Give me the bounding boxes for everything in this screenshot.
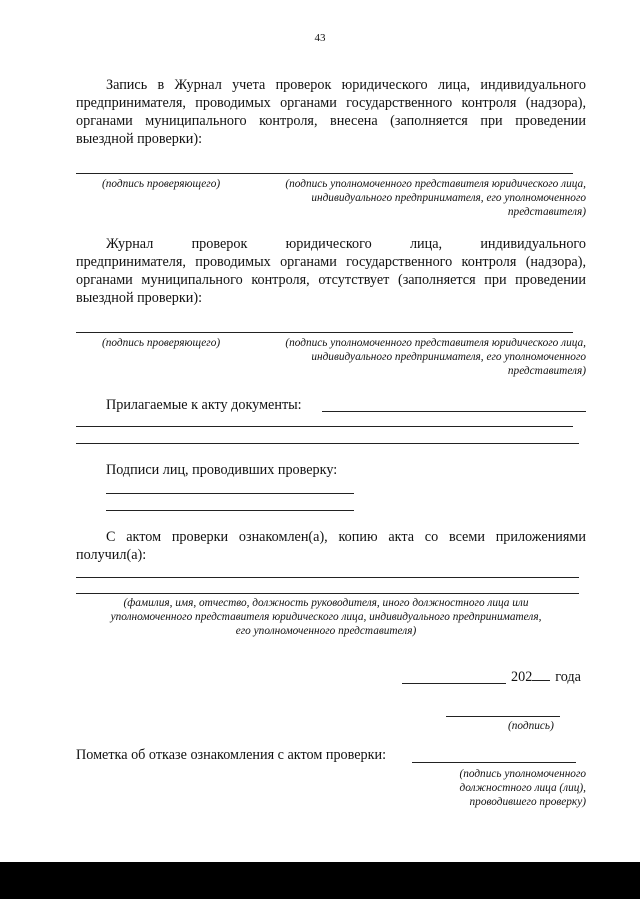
year-suffix: года xyxy=(555,669,581,685)
inspector-signature-line[interactable] xyxy=(106,493,354,494)
year-blank[interactable] xyxy=(532,667,550,681)
year-prefix: 202 xyxy=(511,669,533,685)
refusal-signature-line[interactable] xyxy=(412,762,576,763)
attached-documents-line[interactable] xyxy=(76,426,573,427)
signature-line-journal-entry xyxy=(76,173,573,174)
signature-line-journal-absent xyxy=(76,332,573,333)
journal-entry-paragraph: Запись в Журнал учета проверок юридического лица, индивидуального предпринимателя, проводимых органами государственного контроля (надзора), органами муниципального контроля, внесена (заполняется при проведении выездной проверки): xyxy=(76,77,586,147)
word: проверок xyxy=(191,236,248,252)
year-text xyxy=(511,667,581,686)
journal-absent-paragraph: предпринимателя, проводимых органами государственного контроля (надзора), органами муниципального контроля, отсутствует (заполняется при проведении выездной проверки): xyxy=(76,254,586,306)
acquainted-paragraph: С актом проверки ознакомлен(а), копию акта со всеми приложениями получил(а): xyxy=(76,529,586,563)
word: индивидуального xyxy=(480,236,586,252)
inspector-signature-line[interactable] xyxy=(106,510,354,511)
journal-absent-first-line xyxy=(76,235,586,253)
attached-documents-line[interactable] xyxy=(322,411,586,412)
refusal-caption: (подпись уполномоченного должностного лица (лиц), проводившего проверку) xyxy=(459,768,586,808)
acquainted-name-line[interactable] xyxy=(76,593,579,594)
attached-documents-label: Прилагаемые к акту документы: xyxy=(106,397,302,413)
word: лица, xyxy=(409,236,443,252)
representative-signature-caption: (подпись уполномоченного представителя юридического лица, индивидуального предпринимателя, его уполномоченного представителя) xyxy=(285,337,586,377)
acquainted-caption: (фамилия, имя, отчество, должность руководителя, иного должностного лица или уполномоченного представителя юридического лица, индивидуального предпринимателя, его уполномоченного представителя) xyxy=(110,597,542,637)
date-line[interactable] xyxy=(402,683,506,684)
inspector-signatures-label: Подписи лиц, проводивших проверку: xyxy=(106,462,338,478)
attached-documents-line[interactable] xyxy=(76,443,579,444)
scan-bottom-border xyxy=(0,862,640,899)
inspector-signature-caption: (подпись проверяющего) xyxy=(102,337,221,349)
signature-caption: (подпись) xyxy=(508,720,554,732)
representative-signature-caption: (подпись уполномоченного представителя юридического лица, индивидуального предпринимателя, его уполномоченного представителя) xyxy=(285,178,586,218)
signature-line[interactable] xyxy=(446,716,560,717)
page-number: 43 xyxy=(314,32,326,44)
inspector-signature-caption: (подпись проверяющего) xyxy=(102,178,221,190)
word: юридического xyxy=(285,236,372,252)
acquainted-name-line[interactable] xyxy=(76,577,579,578)
refusal-label: Пометка об отказе ознакомления с актом проверки: xyxy=(76,747,387,763)
word: Журнал xyxy=(106,236,154,252)
